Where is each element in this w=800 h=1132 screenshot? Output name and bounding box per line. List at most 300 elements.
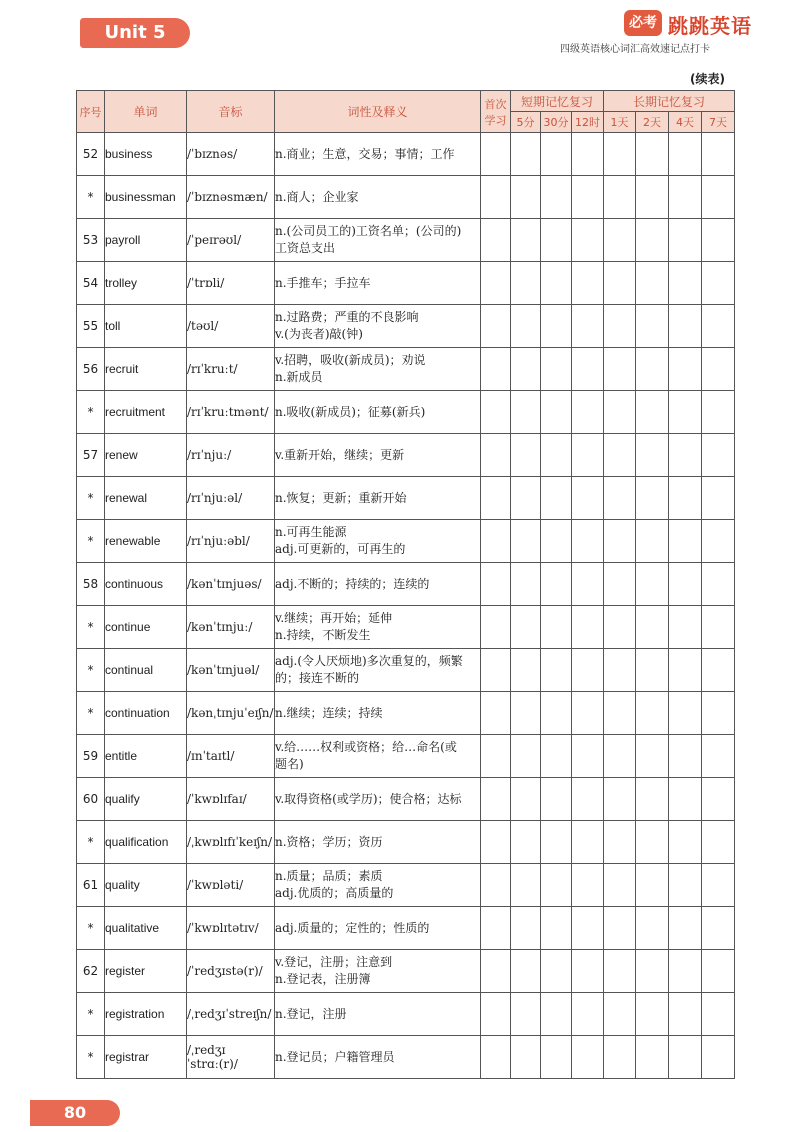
review-checkbox-cell[interactable] <box>511 692 541 735</box>
review-checkbox-cell[interactable] <box>636 993 669 1036</box>
review-checkbox-cell[interactable] <box>604 821 636 864</box>
review-checkbox-cell[interactable] <box>541 692 572 735</box>
row-phonetic: /kənˈtɪnjuəs/ <box>187 563 275 606</box>
row-word: continuous <box>105 563 187 606</box>
review-checkbox-cell[interactable] <box>636 391 669 434</box>
review-checkbox-cell[interactable] <box>604 219 636 262</box>
review-checkbox-cell[interactable] <box>541 176 572 219</box>
review-checkbox-cell[interactable] <box>702 133 735 176</box>
table-row <box>77 563 735 606</box>
review-checkbox-cell[interactable] <box>669 133 702 176</box>
table-row <box>77 907 735 950</box>
table-row <box>77 606 735 649</box>
definition-line: n.质量；品质；素质 <box>275 869 383 883</box>
review-checkbox-cell[interactable] <box>572 348 604 391</box>
review-checkbox-cell[interactable] <box>481 133 511 176</box>
row-number: 59 <box>77 735 105 778</box>
definition-line: adj.不断的；持续的；连续的 <box>275 576 430 591</box>
row-word: businessman <box>105 176 187 219</box>
review-checkbox-cell[interactable] <box>481 864 511 907</box>
review-checkbox-cell[interactable] <box>669 348 702 391</box>
row-word: qualify <box>105 778 187 821</box>
review-checkbox-cell[interactable] <box>541 606 572 649</box>
row-phonetic: /ɪnˈtaɪtl/ <box>187 735 275 778</box>
row-number: 58 <box>77 563 105 606</box>
review-checkbox-cell[interactable] <box>604 563 636 606</box>
row-phonetic: /rɪˈkruːt/ <box>187 348 275 391</box>
row-word: renew <box>105 434 187 477</box>
review-checkbox-cell[interactable] <box>572 821 604 864</box>
row-definition <box>275 133 481 176</box>
review-checkbox-cell[interactable] <box>481 950 511 993</box>
definition-line: v.登记，注册；注意到 <box>275 955 393 969</box>
review-checkbox-cell[interactable] <box>669 434 702 477</box>
review-checkbox-cell[interactable] <box>604 950 636 993</box>
definition-line: adj.(令人厌烦地)多次重复的，频繁 <box>275 654 463 668</box>
review-checkbox-cell[interactable] <box>572 864 604 907</box>
review-checkbox-cell[interactable] <box>541 262 572 305</box>
review-checkbox-cell[interactable] <box>604 133 636 176</box>
review-checkbox-cell[interactable] <box>669 692 702 735</box>
review-checkbox-cell[interactable] <box>511 434 541 477</box>
review-checkbox-cell[interactable] <box>636 348 669 391</box>
table-row <box>77 262 735 305</box>
review-checkbox-cell[interactable] <box>572 434 604 477</box>
row-phonetic: /ˈredʒɪstə(r)/ <box>187 950 275 993</box>
review-checkbox-cell[interactable] <box>511 1036 541 1079</box>
review-checkbox-cell[interactable] <box>481 735 511 778</box>
header-number: 序号 <box>77 91 105 133</box>
review-checkbox-cell[interactable] <box>541 1036 572 1079</box>
row-definition <box>275 434 481 477</box>
definition-line: n.登记员；户籍管理员 <box>275 1049 395 1064</box>
review-checkbox-cell[interactable] <box>669 219 702 262</box>
review-checkbox-cell[interactable] <box>541 993 572 1036</box>
review-checkbox-cell[interactable] <box>511 176 541 219</box>
review-checkbox-cell[interactable] <box>636 520 669 563</box>
review-checkbox-cell[interactable] <box>636 864 669 907</box>
review-checkbox-cell[interactable] <box>541 778 572 821</box>
row-definition <box>275 219 481 262</box>
review-checkbox-cell[interactable] <box>541 305 572 348</box>
review-checkbox-cell[interactable] <box>511 950 541 993</box>
header-long-sub: 7天 <box>702 112 735 133</box>
row-word: registrar <box>105 1036 187 1079</box>
row-number: 53 <box>77 219 105 262</box>
header-long-sub: 2天 <box>636 112 669 133</box>
review-checkbox-cell[interactable] <box>541 348 572 391</box>
review-checkbox-cell[interactable] <box>702 735 735 778</box>
review-checkbox-cell[interactable] <box>636 907 669 950</box>
review-checkbox-cell[interactable] <box>572 219 604 262</box>
row-number: 61 <box>77 864 105 907</box>
review-checkbox-cell[interactable] <box>636 778 669 821</box>
row-number: * <box>77 993 105 1036</box>
review-checkbox-cell[interactable] <box>481 219 511 262</box>
table-row <box>77 993 735 1036</box>
review-checkbox-cell[interactable] <box>702 391 735 434</box>
review-checkbox-cell[interactable] <box>702 219 735 262</box>
row-phonetic: /ˈtrɒli/ <box>187 262 275 305</box>
review-checkbox-cell[interactable] <box>481 606 511 649</box>
review-checkbox-cell[interactable] <box>604 692 636 735</box>
header-definition: 词性及释义 <box>275 91 481 133</box>
row-phonetic: /ˈpeɪrəʊl/ <box>187 219 275 262</box>
review-checkbox-cell[interactable] <box>481 348 511 391</box>
unit-tab: Unit 5 <box>80 18 190 48</box>
review-checkbox-cell[interactable] <box>511 864 541 907</box>
row-word: recruitment <box>105 391 187 434</box>
review-checkbox-cell[interactable] <box>669 563 702 606</box>
review-checkbox-cell[interactable] <box>636 735 669 778</box>
row-word: trolley <box>105 262 187 305</box>
review-checkbox-cell[interactable] <box>636 821 669 864</box>
definition-line: v.招聘，吸收(新成员)；劝说 <box>275 353 426 367</box>
row-word: qualitative <box>105 907 187 950</box>
review-checkbox-cell[interactable] <box>511 778 541 821</box>
review-checkbox-cell[interactable] <box>541 864 572 907</box>
review-checkbox-cell[interactable] <box>604 864 636 907</box>
review-checkbox-cell[interactable] <box>572 477 604 520</box>
row-word: continue <box>105 606 187 649</box>
review-checkbox-cell[interactable] <box>511 907 541 950</box>
review-checkbox-cell[interactable] <box>702 305 735 348</box>
review-checkbox-cell[interactable] <box>511 133 541 176</box>
row-word: registration <box>105 993 187 1036</box>
review-checkbox-cell[interactable] <box>636 434 669 477</box>
review-checkbox-cell[interactable] <box>636 1036 669 1079</box>
review-checkbox-cell[interactable] <box>572 133 604 176</box>
review-checkbox-cell[interactable] <box>541 950 572 993</box>
header-first-study: 首次学习 <box>481 91 511 133</box>
review-checkbox-cell[interactable] <box>636 563 669 606</box>
review-checkbox-cell[interactable] <box>702 434 735 477</box>
header-long-sub: 1天 <box>604 112 636 133</box>
row-word: continuation <box>105 692 187 735</box>
row-definition <box>275 649 481 692</box>
review-checkbox-cell[interactable] <box>541 735 572 778</box>
review-checkbox-cell[interactable] <box>604 735 636 778</box>
row-number: * <box>77 692 105 735</box>
row-phonetic: /ˈkwɒlɪtətɪv/ <box>187 907 275 950</box>
row-number: * <box>77 520 105 563</box>
review-checkbox-cell[interactable] <box>669 520 702 563</box>
review-checkbox-cell[interactable] <box>604 348 636 391</box>
review-checkbox-cell[interactable] <box>604 477 636 520</box>
review-checkbox-cell[interactable] <box>702 649 735 692</box>
definition-line: n.(公司员工的)工资名单；(公司的) <box>275 224 462 238</box>
review-checkbox-cell[interactable] <box>669 477 702 520</box>
review-checkbox-cell[interactable] <box>481 262 511 305</box>
definition-line: n.商业；生意，交易；事情；工作 <box>275 146 455 161</box>
row-phonetic: /kənˌtɪnjuˈeɪʃn/ <box>187 692 275 735</box>
table-row <box>77 176 735 219</box>
review-checkbox-cell[interactable] <box>702 821 735 864</box>
review-checkbox-cell[interactable] <box>604 1036 636 1079</box>
review-checkbox-cell[interactable] <box>572 606 604 649</box>
review-checkbox-cell[interactable] <box>572 692 604 735</box>
row-definition <box>275 348 481 391</box>
review-checkbox-cell[interactable] <box>541 133 572 176</box>
definition-line: v.继续；再开始；延伸 <box>275 611 393 625</box>
row-definition <box>275 391 481 434</box>
review-checkbox-cell[interactable] <box>481 907 511 950</box>
definition-line: v.取得资格(或学历)；使合格；达标 <box>275 791 462 806</box>
table-row <box>77 477 735 520</box>
header-long-sub: 4天 <box>669 112 702 133</box>
review-checkbox-cell[interactable] <box>604 778 636 821</box>
review-checkbox-cell[interactable] <box>481 434 511 477</box>
table-row <box>77 133 735 176</box>
definition-line: n.登记，注册 <box>275 1006 347 1021</box>
review-checkbox-cell[interactable] <box>669 391 702 434</box>
review-checkbox-cell[interactable] <box>669 305 702 348</box>
row-number: 57 <box>77 434 105 477</box>
row-number: 56 <box>77 348 105 391</box>
row-definition <box>275 692 481 735</box>
review-checkbox-cell[interactable] <box>604 391 636 434</box>
row-word: recruit <box>105 348 187 391</box>
row-number: * <box>77 606 105 649</box>
definition-line: n.可再生能源 <box>275 525 347 539</box>
review-checkbox-cell[interactable] <box>572 735 604 778</box>
review-checkbox-cell[interactable] <box>702 262 735 305</box>
header-phonetic: 音标 <box>187 91 275 133</box>
review-checkbox-cell[interactable] <box>481 649 511 692</box>
review-checkbox-cell[interactable] <box>481 692 511 735</box>
review-checkbox-cell[interactable] <box>669 864 702 907</box>
review-checkbox-cell[interactable] <box>572 262 604 305</box>
review-checkbox-cell[interactable] <box>604 907 636 950</box>
page-number: 80 <box>30 1100 120 1126</box>
review-checkbox-cell[interactable] <box>572 907 604 950</box>
definition-line: n.手推车；手拉车 <box>275 275 371 290</box>
row-word: entitle <box>105 735 187 778</box>
review-checkbox-cell[interactable] <box>636 133 669 176</box>
definition-line: n.持续，不断发生 <box>275 628 371 642</box>
review-checkbox-cell[interactable] <box>669 993 702 1036</box>
review-checkbox-cell[interactable] <box>702 348 735 391</box>
review-checkbox-cell[interactable] <box>511 262 541 305</box>
row-number: * <box>77 1036 105 1079</box>
row-word: business <box>105 133 187 176</box>
review-checkbox-cell[interactable] <box>669 821 702 864</box>
definition-line: 的；接连不断的 <box>275 671 360 685</box>
row-definition <box>275 1036 481 1079</box>
review-checkbox-cell[interactable] <box>604 176 636 219</box>
review-checkbox-cell[interactable] <box>604 606 636 649</box>
row-definition <box>275 477 481 520</box>
review-checkbox-cell[interactable] <box>702 778 735 821</box>
review-checkbox-cell[interactable] <box>511 735 541 778</box>
brand-subtitle: 四级英语核心词汇高效速记点打卡 <box>560 44 710 55</box>
review-checkbox-cell[interactable] <box>604 262 636 305</box>
review-checkbox-cell[interactable] <box>604 649 636 692</box>
review-checkbox-cell[interactable] <box>572 305 604 348</box>
review-checkbox-cell[interactable] <box>572 993 604 1036</box>
review-checkbox-cell[interactable] <box>669 907 702 950</box>
definition-line: n.吸收(新成员)；征募(新兵) <box>275 404 426 419</box>
review-checkbox-cell[interactable] <box>636 477 669 520</box>
review-checkbox-cell[interactable] <box>481 563 511 606</box>
review-checkbox-cell[interactable] <box>511 391 541 434</box>
row-phonetic: /ˈkwɒlɪfaɪ/ <box>187 778 275 821</box>
row-definition <box>275 305 481 348</box>
table-row <box>77 950 735 993</box>
review-checkbox-cell[interactable] <box>541 391 572 434</box>
review-checkbox-cell[interactable] <box>702 176 735 219</box>
review-checkbox-cell[interactable] <box>702 1036 735 1079</box>
review-checkbox-cell[interactable] <box>541 219 572 262</box>
row-definition <box>275 950 481 993</box>
review-checkbox-cell[interactable] <box>702 520 735 563</box>
review-checkbox-cell[interactable] <box>541 563 572 606</box>
review-checkbox-cell[interactable] <box>702 692 735 735</box>
review-checkbox-cell[interactable] <box>572 520 604 563</box>
review-checkbox-cell[interactable] <box>511 993 541 1036</box>
review-checkbox-cell[interactable] <box>604 305 636 348</box>
review-checkbox-cell[interactable] <box>541 520 572 563</box>
row-definition <box>275 864 481 907</box>
row-word: register <box>105 950 187 993</box>
review-checkbox-cell[interactable] <box>511 821 541 864</box>
review-checkbox-cell[interactable] <box>541 907 572 950</box>
review-checkbox-cell[interactable] <box>481 778 511 821</box>
review-checkbox-cell[interactable] <box>541 649 572 692</box>
row-number: 60 <box>77 778 105 821</box>
row-number: 55 <box>77 305 105 348</box>
review-checkbox-cell[interactable] <box>669 176 702 219</box>
review-checkbox-cell[interactable] <box>572 176 604 219</box>
table-row <box>77 821 735 864</box>
review-checkbox-cell[interactable] <box>481 1036 511 1079</box>
review-checkbox-cell[interactable] <box>572 1036 604 1079</box>
review-checkbox-cell[interactable] <box>511 563 541 606</box>
review-checkbox-cell[interactable] <box>636 649 669 692</box>
review-checkbox-cell[interactable] <box>604 520 636 563</box>
review-checkbox-cell[interactable] <box>669 950 702 993</box>
review-checkbox-cell[interactable] <box>572 563 604 606</box>
definition-line: 题名) <box>275 757 304 771</box>
review-checkbox-cell[interactable] <box>636 219 669 262</box>
review-checkbox-cell[interactable] <box>481 520 511 563</box>
row-word: renewable <box>105 520 187 563</box>
review-checkbox-cell[interactable] <box>702 563 735 606</box>
row-word: renewal <box>105 477 187 520</box>
review-checkbox-cell[interactable] <box>541 434 572 477</box>
header-short-term: 短期记忆复习 <box>511 91 604 112</box>
row-phonetic: /təʊl/ <box>187 305 275 348</box>
review-checkbox-cell[interactable] <box>636 606 669 649</box>
row-definition <box>275 778 481 821</box>
review-checkbox-cell[interactable] <box>572 950 604 993</box>
review-checkbox-cell[interactable] <box>669 606 702 649</box>
review-checkbox-cell[interactable] <box>669 735 702 778</box>
review-checkbox-cell[interactable] <box>511 477 541 520</box>
table-row <box>77 864 735 907</box>
definition-line: adj.质量的；定性的；性质的 <box>275 920 430 935</box>
row-phonetic: /rɪˈnjuː/ <box>187 434 275 477</box>
definition-line: n.商人；企业家 <box>275 189 359 204</box>
review-checkbox-cell[interactable] <box>481 391 511 434</box>
review-checkbox-cell[interactable] <box>572 778 604 821</box>
review-checkbox-cell[interactable] <box>604 434 636 477</box>
row-definition <box>275 520 481 563</box>
review-checkbox-cell[interactable] <box>669 778 702 821</box>
review-checkbox-cell[interactable] <box>702 907 735 950</box>
review-checkbox-cell[interactable] <box>572 649 604 692</box>
review-checkbox-cell[interactable] <box>636 262 669 305</box>
header-short-sub: 5分 <box>511 112 541 133</box>
row-definition <box>275 993 481 1036</box>
review-checkbox-cell[interactable] <box>669 1036 702 1079</box>
definition-line: adj.优质的；高质量的 <box>275 886 394 900</box>
review-checkbox-cell[interactable] <box>669 649 702 692</box>
row-number: * <box>77 649 105 692</box>
row-word: qualification <box>105 821 187 864</box>
brand-logo: 必考 <box>624 10 662 36</box>
table-row <box>77 520 735 563</box>
row-word: continual <box>105 649 187 692</box>
row-definition <box>275 907 481 950</box>
review-checkbox-cell[interactable] <box>481 993 511 1036</box>
review-checkbox-cell[interactable] <box>702 864 735 907</box>
review-checkbox-cell[interactable] <box>511 348 541 391</box>
definition-line: n.资格；学历；资历 <box>275 834 383 849</box>
review-checkbox-cell[interactable] <box>702 950 735 993</box>
row-word: toll <box>105 305 187 348</box>
row-number: * <box>77 176 105 219</box>
definition-line: n.恢复；更新；重新开始 <box>275 490 407 505</box>
row-phonetic: /ˌredʒɪˈstreɪʃn/ <box>187 993 275 1036</box>
table-row <box>77 434 735 477</box>
review-checkbox-cell[interactable] <box>702 993 735 1036</box>
review-checkbox-cell[interactable] <box>604 993 636 1036</box>
row-phonetic: /ˌredʒɪˈstrɑː(r)/ <box>187 1036 275 1079</box>
review-checkbox-cell[interactable] <box>481 305 511 348</box>
review-checkbox-cell[interactable] <box>636 692 669 735</box>
review-checkbox-cell[interactable] <box>481 176 511 219</box>
review-checkbox-cell[interactable] <box>702 606 735 649</box>
review-checkbox-cell[interactable] <box>511 606 541 649</box>
review-checkbox-cell[interactable] <box>636 305 669 348</box>
table-row <box>77 348 735 391</box>
review-checkbox-cell[interactable] <box>511 649 541 692</box>
table-row <box>77 305 735 348</box>
review-checkbox-cell[interactable] <box>541 821 572 864</box>
header-short-sub: 12时 <box>572 112 604 133</box>
table-row <box>77 1036 735 1079</box>
review-checkbox-cell[interactable] <box>669 262 702 305</box>
definition-line: v.(为丧者)敲(钟) <box>275 327 363 341</box>
review-checkbox-cell[interactable] <box>511 520 541 563</box>
review-checkbox-cell[interactable] <box>572 391 604 434</box>
definition-line: v.重新开始，继续；更新 <box>275 447 405 462</box>
review-checkbox-cell[interactable] <box>636 950 669 993</box>
review-checkbox-cell[interactable] <box>511 219 541 262</box>
review-checkbox-cell[interactable] <box>702 477 735 520</box>
review-checkbox-cell[interactable] <box>481 821 511 864</box>
review-checkbox-cell[interactable] <box>481 477 511 520</box>
review-checkbox-cell[interactable] <box>636 176 669 219</box>
table-row <box>77 692 735 735</box>
row-word: quality <box>105 864 187 907</box>
review-checkbox-cell[interactable] <box>541 477 572 520</box>
review-checkbox-cell[interactable] <box>511 305 541 348</box>
row-number: 54 <box>77 262 105 305</box>
row-number: * <box>77 907 105 950</box>
row-number: * <box>77 391 105 434</box>
